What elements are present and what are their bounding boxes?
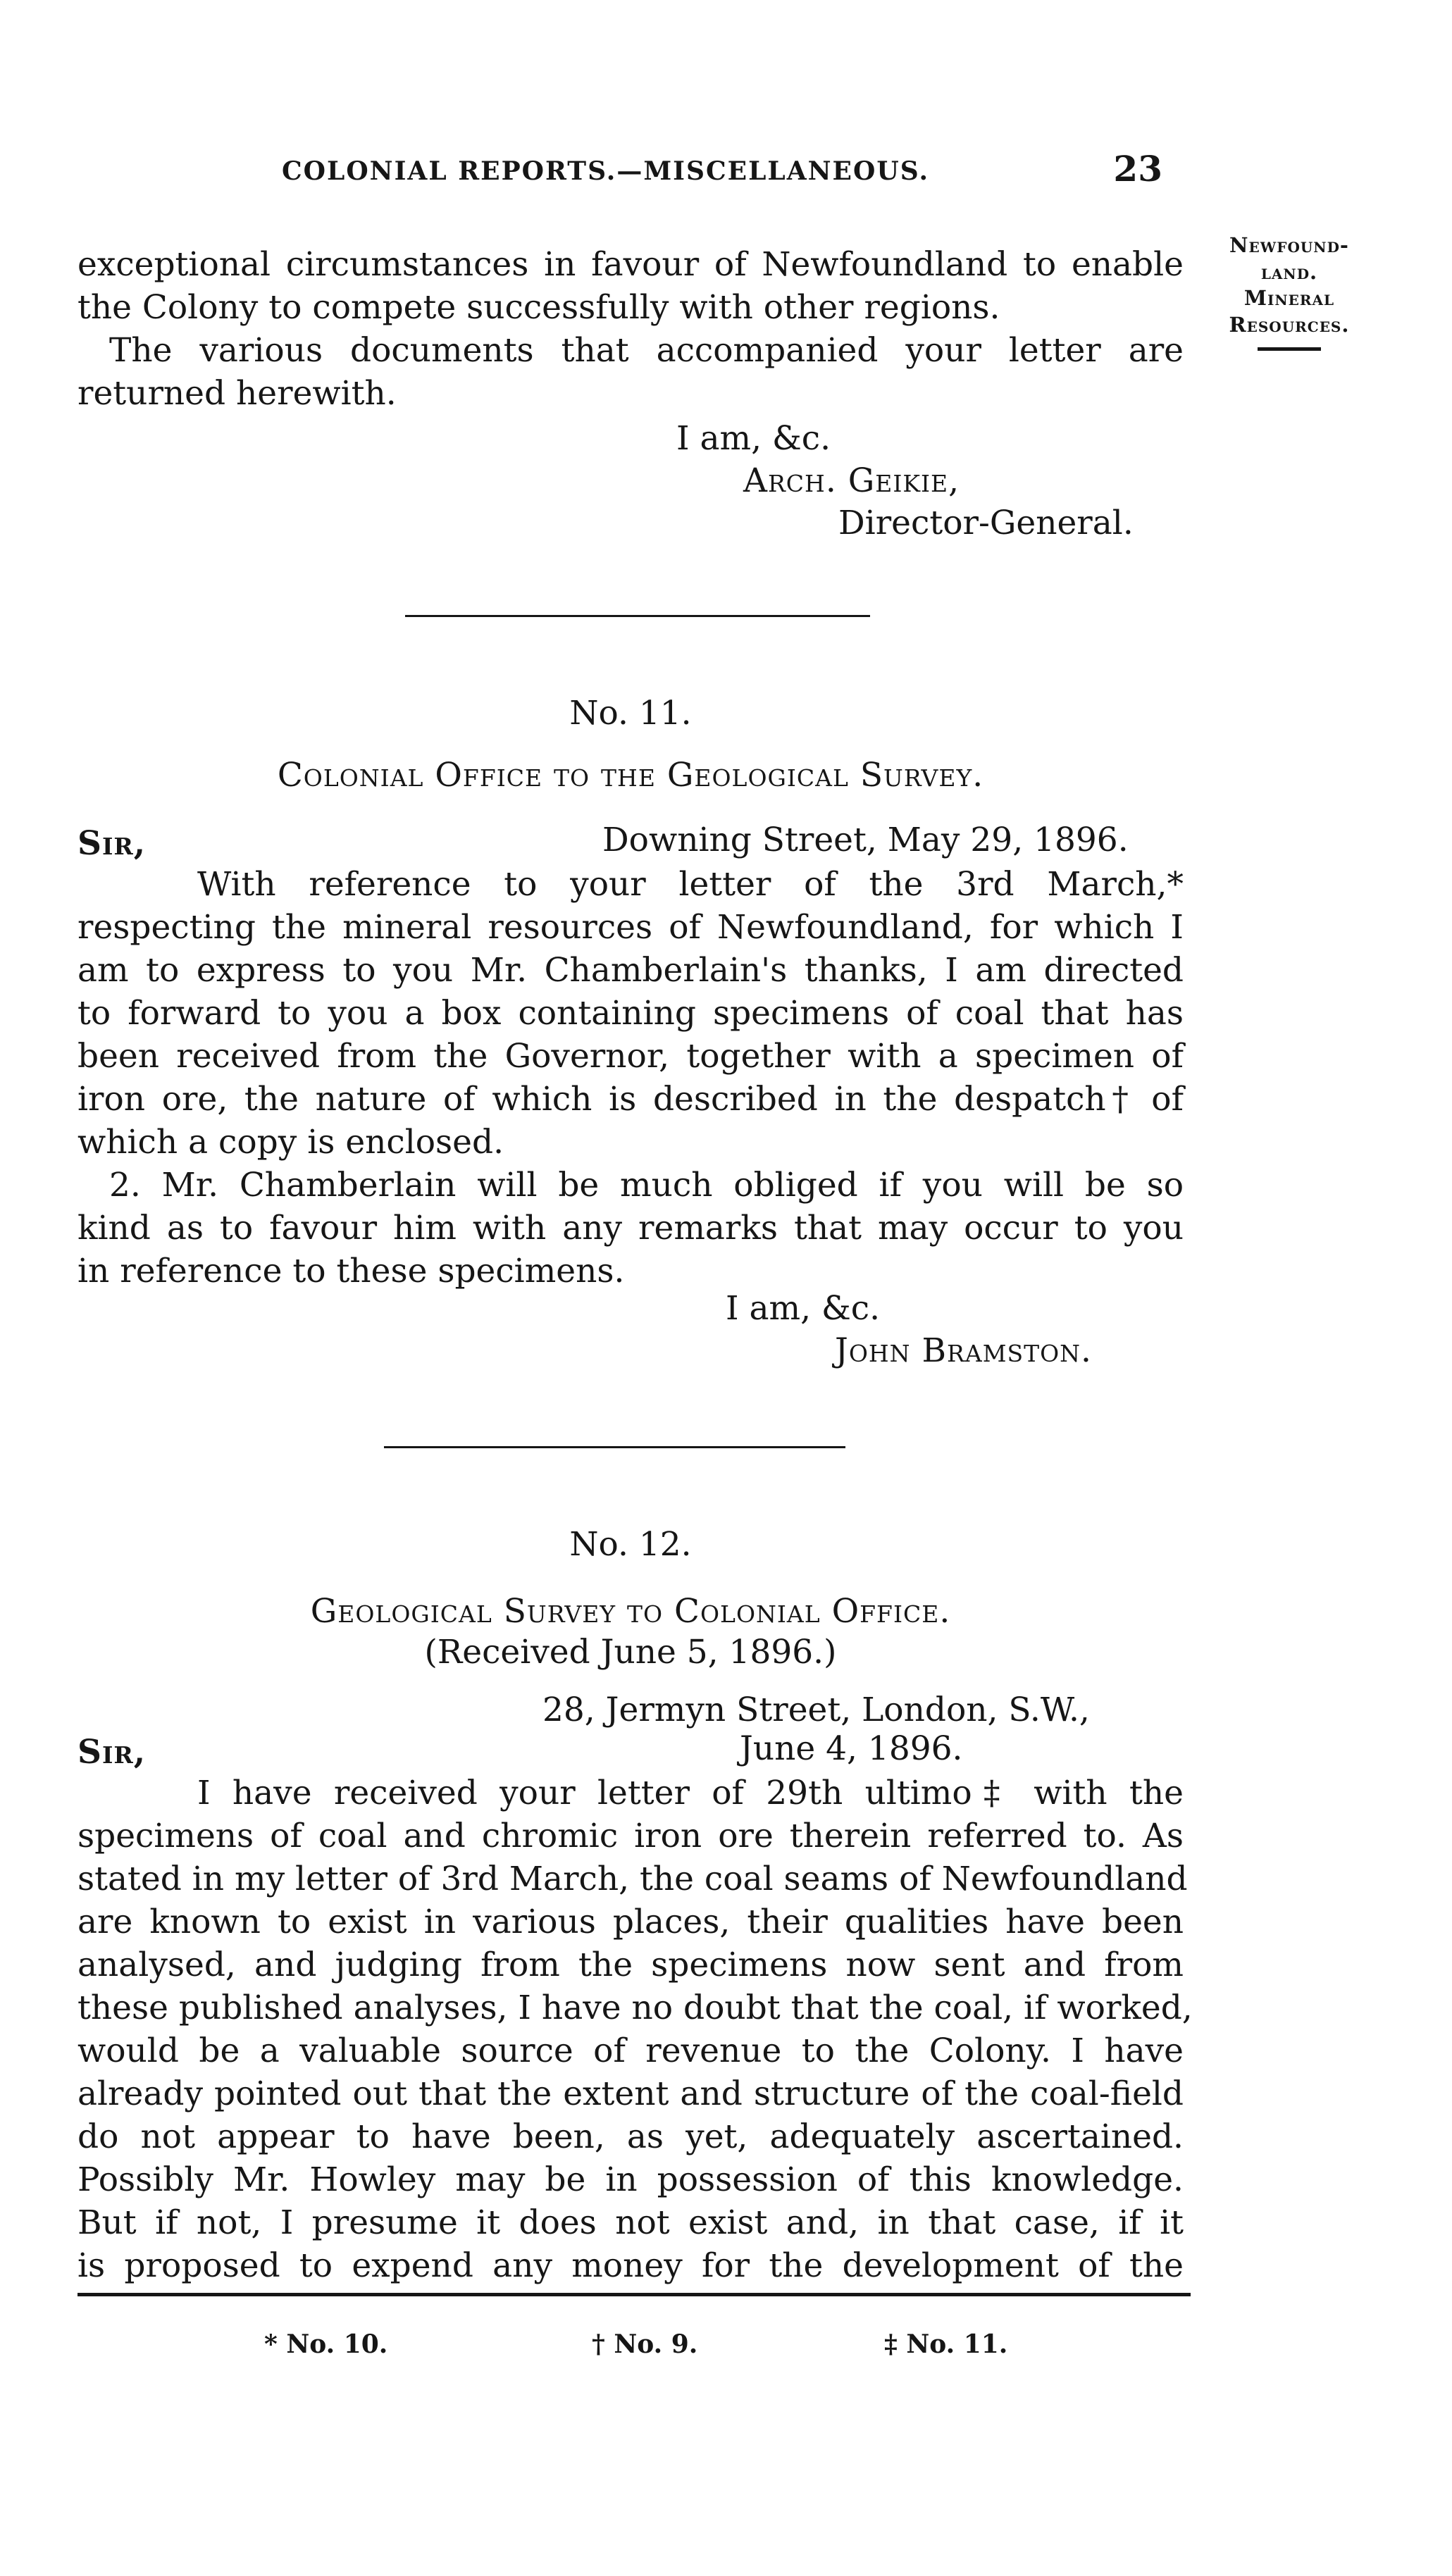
text-line: specimens of coal and chromic iron ore therein referred to. As [77,1817,1184,1855]
text-line: the Colony to compete successfully with other regions. [77,288,1000,327]
letter12-address-line2: June 4, 1896. [740,1729,963,1768]
letter12-body [77,1772,1193,2287]
text-line: 2. Mr. Chamberlain will be much obliged if you will be so [109,1166,1184,1205]
text-line: analysed, and judging from the specimens now sent and from [77,1946,1184,1984]
letter10-closing: I am, &c. [676,419,831,458]
text-line: am to express to you Mr. Chamberlain's thanks, I am directed [77,951,1184,990]
footnote-rule [77,2293,1191,2296]
side-note-line: Resources. [1229,313,1350,337]
text-line: iron ore, the nature of which is described in the despatch† of [77,1080,1184,1119]
text-line: Possibly Mr. Howley may be in possession of this knowledge. [77,2160,1184,2199]
footnote-1: * No. 10. [264,2329,388,2359]
text-line: returned herewith. [77,374,397,413]
text-line: I have received your letter of 29th ultimo‡ with the [197,1774,1184,1812]
text-line: stated in my letter of 3rd March, the coal seams of Newfoundland [77,1860,1188,1898]
letter10-body [77,243,1184,415]
footnote-3: ‡ No. 11. [884,2329,1008,2359]
letter11-closing: I am, &c. [726,1289,881,1328]
side-note [1198,232,1381,351]
text-line: in reference to these specimens. [77,1252,625,1290]
text-line: The various documents that accompanied your letter are [109,331,1184,370]
text-line: are known to exist in various places, their qualities have been [77,1903,1184,1941]
letter11-number: No. 11. [569,694,692,733]
letter12-heading: Geological Survey to Colonial Office. [310,1592,951,1631]
text-line: been received from the Governor, together with a specimen of [77,1037,1184,1076]
letter12-received: (Received June 5, 1896.) [424,1633,837,1672]
section-divider [384,1446,845,1448]
text-line: respecting the mineral resources of Newfoundland, for which I [77,908,1184,947]
text-line: kind as to favour him with any remarks that may occur to you [77,1209,1184,1247]
text-line: exceptional circumstances in favour of Newfoundland to enable [77,245,1184,284]
letter12-address-line1: 28, Jermyn Street, London, S.W., [542,1691,1090,1729]
footnote-2: † No. 9. [592,2329,698,2359]
letter11-body [77,863,1184,1293]
side-note-line: Mineral [1243,286,1335,311]
running-title: COLONIAL REPORTS.—MISCELLANEOUS. [282,156,929,186]
text-line: already pointed out that the extent and structure of the coal-field [77,2074,1184,2113]
letter10-signer: Arch. Geikie, [743,461,960,500]
letter12-salutation: Sir, [77,1733,147,1772]
letter12-number: No. 12. [569,1525,692,1564]
letter11-heading: Colonial Office to the Geological Survey. [277,756,984,795]
letter11-address: Downing Street, May 29, 1896. [602,821,1129,859]
text-line: these published analyses, I have no doubt that the coal, if worked, [77,1989,1193,2027]
page-number: 23 [1113,148,1162,189]
text-line: With reference to your letter of the 3rd March,* [197,865,1184,904]
text-line: But if not, I presume it does not exist and, in that case, if it [77,2203,1184,2242]
letter11-signer: John Bramston. [835,1331,1092,1370]
text-line: which a copy is enclosed. [77,1123,504,1162]
text-line: is proposed to expend any money for the development of the [77,2246,1184,2285]
running-head [282,148,1162,190]
side-note-line: land. [1260,259,1318,284]
letter10-signer-title: Director-General. [838,504,1134,542]
text-line: would be a valuable source of revenue to the Colony. I have [77,2031,1184,2070]
section-divider [405,615,870,617]
side-note-rule [1258,347,1321,351]
text-line: do not appear to have been, as yet, adequately ascertained. [77,2117,1184,2156]
text-line: to forward to you a box containing specimens of coal that has [77,994,1184,1033]
letter11-salutation: Sir, [77,824,147,863]
side-note-line: Newfound- [1229,233,1349,257]
